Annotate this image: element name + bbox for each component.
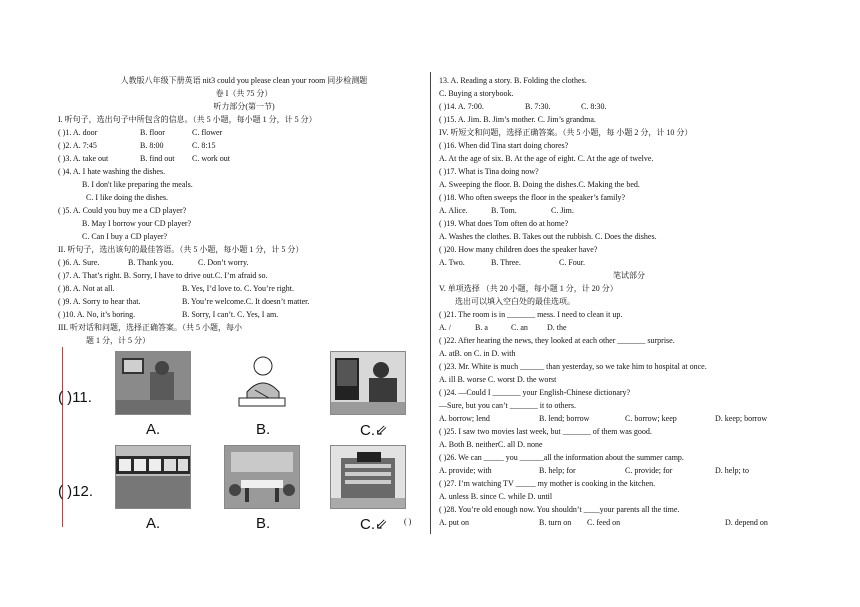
section-2-heading: II. 听句子，选出该句的最佳答语。（共 5 小题，每小题 1 分，计 5 分） (58, 245, 304, 254)
question-16: ( )16. When did Tina start doing chores? (439, 141, 569, 150)
question-24: ( )24. —Could I _______ your English-Chinese dictionary? (439, 388, 631, 397)
question-5-b: B. May I borrow your CD player? (82, 219, 192, 228)
photo-reading-tv (115, 351, 191, 415)
question-13-c: C. Buying a storybook. (439, 89, 514, 98)
question-26: ( )26. We can _____ you ______all the information about the summer camp. (439, 453, 684, 462)
section-4-heading: IV. 听短文和问题，选择正确答案。（共 5 小题，每 小题 2 分，计 10 分） (439, 128, 693, 137)
question-12-number: ( )12. (58, 483, 94, 500)
question-19-options: A. Washes the clothes. B. Takes out the rubbish. C. Does the dishes. (439, 232, 657, 241)
picture-questions (58, 347, 418, 533)
question-21: ( )21. The room is in _______ mess. I need to clean it up. (439, 310, 623, 319)
question-16-options: A. At the age of six. B. At the age of eight. C. At the age of twelve. (439, 154, 654, 163)
section-5-instruction: 选出可以填入空白处的最佳选项。 (455, 297, 575, 306)
option-a-label: A. (146, 421, 161, 438)
question-9: ( )9. A. Sorry to hear that. B. You’re welcome.C. It doesn’t matter. (58, 297, 310, 306)
question-12-pictures (58, 445, 418, 533)
question-21-options: A. / B. a C. an D. the (439, 323, 567, 332)
question-5-c: C. Can I buy a CD player? (82, 232, 168, 241)
question-6: ( )6. A. Sure. B. Thank you. C. Don’t worry. (58, 258, 249, 267)
question-4-b: B. I don't like preparing the meals. (82, 180, 193, 189)
photo-restaurant (224, 445, 300, 509)
exam-title: 人教版八年级下册英语 nit3 could you please clean your room 同步检测题 (120, 76, 368, 85)
listening-heading: 听力部分(第一节) (213, 102, 275, 111)
option-b-label: B. (256, 421, 271, 438)
question-19: ( )19. What does Tom often do at home? (439, 219, 569, 228)
option-c-label: C.⇙ (360, 422, 388, 439)
question-23-options: A. ill B. worse C. worst D. the worst (439, 375, 557, 384)
question-27-options: A. unless B. since C. while D. until (439, 492, 553, 501)
question-17-options: A. Sweeping the floor. B. Doing the dishes.C. Making the bed. (439, 180, 640, 189)
question-11-number: ( )11. (58, 389, 92, 406)
question-20-options: A. Two. B. Three. C. Four. (439, 258, 586, 267)
section-3-heading: III. 听对话和问题，选择正确答案。（共 5 小题，每小 (58, 323, 242, 332)
question-22: ( )22. After hearing the news, they looked at each other _______ surprise. (439, 336, 675, 345)
question-17: ( )17. What is Tina doing now? (439, 167, 539, 176)
question-28-options: A. put on B. turn on C. feed on D. depend on (439, 518, 768, 527)
left-column (58, 74, 430, 347)
section-1-heading: I. 听句子，选出句子中所包含的信息。（共 5 小题，每小题 1 分，计 5 分） (58, 115, 317, 124)
question-20: ( )20. How many children does the speaker have? (439, 245, 598, 254)
option-c-label: C.⇙ (360, 516, 388, 533)
question-23: ( )23. Mr. White is much ______ than yesterday, so we take him to hospital at once. (439, 362, 707, 371)
drawing-person-writing (224, 351, 300, 415)
paper-score: 卷 I（共 75 分） (215, 89, 273, 98)
question-2: ( )2. A. 7:45 B. 8:00 C. 8:15 (58, 141, 216, 150)
question-28: ( )28. You’re old enough now. You shouldn’t ____your parents all the time. (439, 505, 680, 514)
question-18-options: A. Alice. B. Tom. C. Jim. (439, 206, 574, 215)
photo-library-building (330, 445, 406, 509)
question-13-a: 13. A. Reading a story. B. Folding the clothes. (439, 76, 587, 85)
photo-computer-boy (330, 351, 406, 415)
question-4-c: C. I like doing the dishes. (86, 193, 168, 202)
section-3-heading-cont: 题 1 分，计 5 分） (86, 336, 150, 345)
question-22-options: A. atB. on C. in D. with (439, 349, 516, 358)
question-8: ( )8. A. Not at all. B. Yes, I’d love to. C. You’re right. (58, 284, 295, 293)
question-5-a: ( )5. A. Could you buy me a CD player? (58, 206, 187, 215)
question-15: ( )15. A. Jim. B. Jim’s mother. C. Jim’s grandma. (439, 115, 596, 124)
question-7: ( )7. A. That’s right. B. Sorry, I have to drive out.C. I’m afraid so. (58, 271, 268, 280)
option-b-label: B. (256, 515, 271, 532)
question-4-a: ( )4. A. I hate washing the dishes. (58, 167, 166, 176)
question-26-options: A. provide; with B. help; for C. provide; for D. help; to (439, 466, 749, 475)
written-heading: 笔试部分 (613, 271, 645, 280)
photo-supermarket (115, 445, 191, 509)
question-10: ( )10. A. No, it’s boring. B. Sorry, I can’t. C. Yes, I am. (58, 310, 279, 319)
right-column (439, 74, 819, 529)
question-25-options: A. Both B. neitherC. all D. none (439, 440, 543, 449)
question-25: ( )25. I saw two movies last week, but _______ of them was good. (439, 427, 652, 436)
question-27: ( )27. I’m watching TV _____ my mother is cooking in the kitchen. (439, 479, 656, 488)
question-14: ( )14. A. 7:00. B. 7:30. C. 8:30. (439, 102, 607, 111)
column-divider (430, 72, 431, 534)
question-24-b: —Sure, but you can’t _______ it to others. (439, 401, 576, 410)
section-5-heading: V. 单项选择 （共 20 小题，每小题 1 分，计 20 分） (439, 284, 618, 293)
option-a-label: A. (146, 515, 161, 532)
question-24-options: A. borrow; lend B. lend; borrow C. borrow; keep D. keep; borrow (439, 414, 768, 423)
answer-parenthesis: ( ) (404, 517, 412, 526)
question-11-pictures (58, 351, 418, 439)
question-1: ( )1. A. door B. floor C. flower (58, 128, 223, 137)
question-3: ( )3. A. take out B. find out C. work out (58, 154, 230, 163)
question-18: ( )18. Who often sweeps the floor in the speaker’s family? (439, 193, 626, 202)
